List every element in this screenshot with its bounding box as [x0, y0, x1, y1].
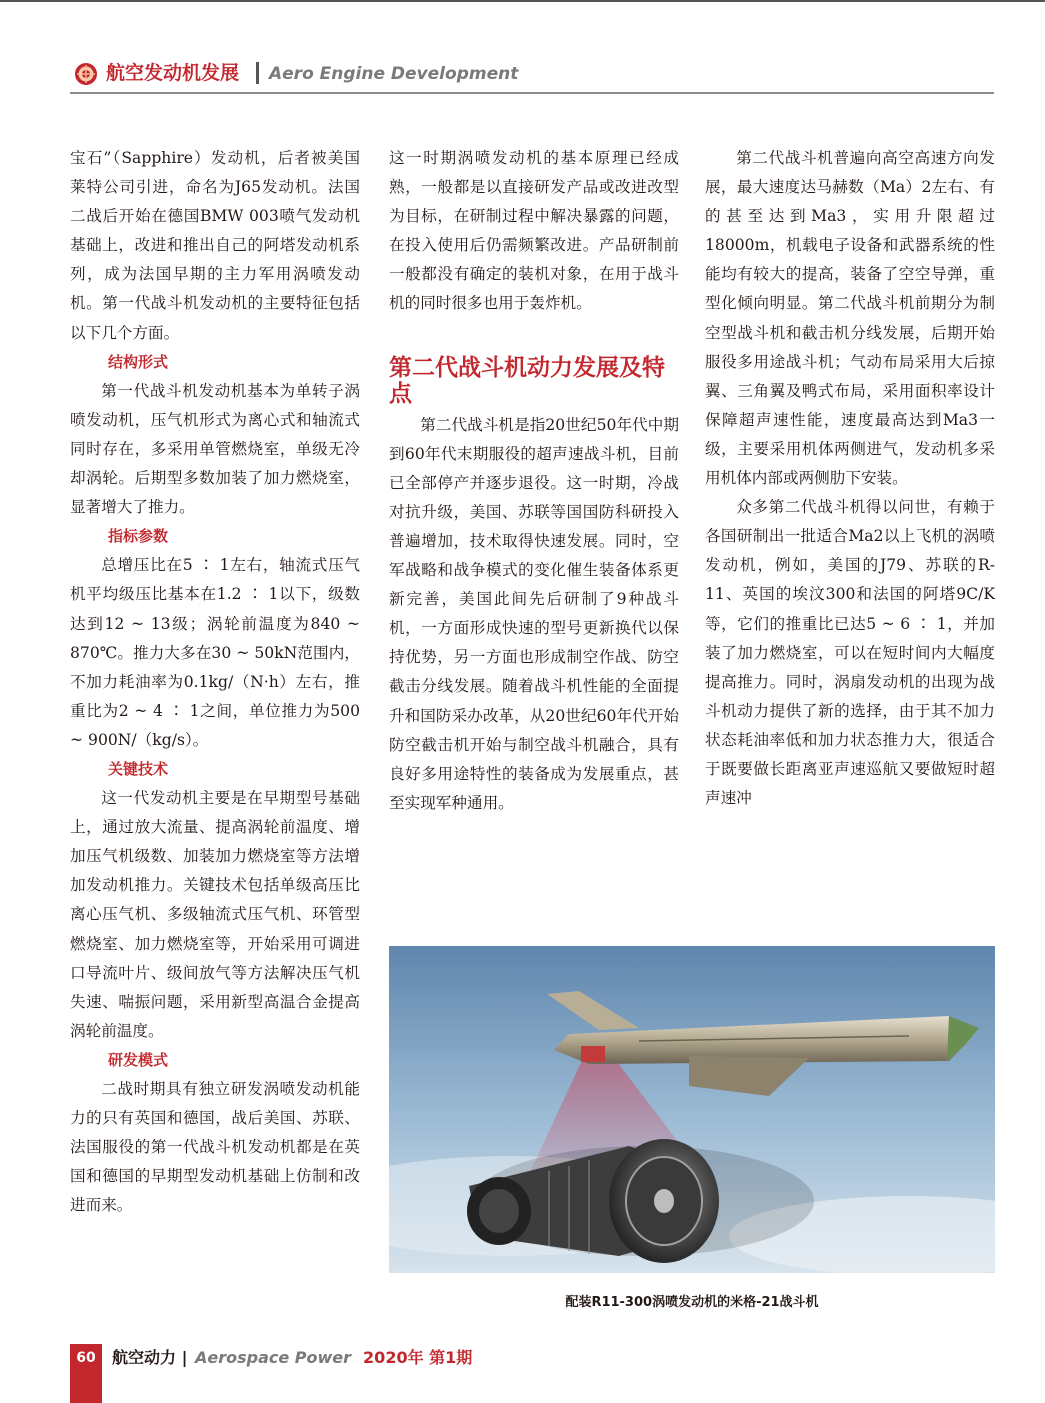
- journal-logo-icon: [74, 62, 98, 86]
- header-rule: [70, 92, 994, 94]
- footer-issue: 2020年 第1期: [363, 1348, 473, 1367]
- running-footer: [112, 1347, 472, 1369]
- subheading-structure: 结构形式: [108, 352, 169, 371]
- top-rule: [0, 0, 1045, 2]
- footer-journal-en: Aerospace Power: [195, 1348, 352, 1367]
- footer-journal-cn: 航空动力: [112, 1348, 177, 1367]
- subheading-development-mode: 研发模式: [108, 1050, 169, 1069]
- column-3: [705, 144, 995, 813]
- subheading-key-technology: 关键技术: [108, 759, 169, 778]
- figure-caption: 配装R11-300涡喷发动机的米格-21战斗机: [565, 1295, 819, 1310]
- paragraph: 第二代战斗机普遍向高空高速方向发展，最大速度达马赫数（Ma）2左右、有的甚至达到Ma3，实用升限超过18000m，机载电子设备和武器系统的性能均有较大的提高，装备了空空导弹，重型化倾向明显。第二代战斗机前期分为制空型战斗机和截击机分线发展，后期开始服役多用途战斗机；气动布局采用大后掠翼、三角翼及鸭式布局，采用面积率设计保障超声速性能，速度最高达到Ma3一级，主要采用机体两侧进气，发动机多采用机体内部或两侧肋下安装。: [705, 149, 995, 488]
- paragraph: 第一代战斗机发动机基本为单转子涡喷发动机，压气机形式为离心式和轴流式同时存在，多采用单管燃烧室，单级无冷却涡轮。后期型多数加装了加力燃烧室，显著增大了推力。: [70, 381, 360, 517]
- mig21-photo: [389, 946, 995, 1273]
- column-2: [389, 144, 679, 818]
- section-heading: 第二代战斗机动力发展及特点: [389, 354, 665, 407]
- header-journal-en: Aero Engine Development: [269, 64, 519, 84]
- paragraph: 众多第二代战斗机得以问世，有赖于各国研制出一批适合Ma2以上飞机的涡喷发动机，例如，美国的J79、苏联的R-11、英国的埃汶300和法国的阿塔9C/K等，它们的推重比已达5 ~ 6 ∶ 1，并加装了加力燃烧室，可以在短时间内大幅度提高推力。同时，涡扇发动机的出现为战斗机动力提供了新的选择，由于其不加力状态耗油率低和加力状态推力大，很适合于既要做长距离亚声速巡航又要做短时超声速冲: [705, 498, 995, 808]
- header-separator: [256, 62, 259, 84]
- header-journal-cn: 航空发动机发展: [106, 62, 240, 84]
- running-header: [70, 56, 994, 94]
- paragraph: 第二代战斗机是指20世纪50年代中期到60年代末期服役的超声速战斗机，目前已全部停产并逐步退役。这一时期，冷战对抗升级，美国、苏联等国国防科研投入普遍增加，技术取得快速发展。同时，空军战略和战争模式的变化催生装备体系更新完善，美国此间先后研制了9种战斗机，一方面形成快速的型号更新换代以保持优势，另一方面也形成制空作战、防空截击分线发展。随着战斗机性能的全面提升和国防采办改革，从20世纪60年代开始防空截击机开始与制空战斗机融合，具有良好多用途特性的装备成为发展重点，甚至实现军种通用。: [389, 415, 679, 812]
- page-number: 60: [76, 1350, 96, 1366]
- paragraph: 宝石”（Sapphire）发动机，后者被美国莱特公司引进，命名为J65发动机。法国二战后开始在德国BMW 003喷气发动机基础上，改进和推出自己的阿塔发动机系列，成为法国早期的主力军用涡喷发动机。第一代战斗机发动机的主要特征包括以下几个方面。: [70, 149, 360, 342]
- column-1: [70, 144, 360, 1220]
- subheading-parameters: 指标参数: [108, 527, 169, 546]
- paragraph: 这一时期涡喷发动机的基本原理已经成熟，一般都是以直接研发产品或改进改型为目标，在研制过程中解决暴露的问题，在投入使用后仍需频繁改进。产品研制前一般都没有确定的装机对象，在用于战斗机的同时很多也用于轰炸机。: [389, 149, 679, 313]
- paragraph: 总增压比在5 ∶ 1左右，轴流式压气机平均级压比基本在1.2 ∶ 1以下，级数达到12 ~ 13级；涡轮前温度为840 ~ 870℃。推力大多在30 ~ 50kN范围内，不加力耗油率为0.1kg/（N·h）左右，推重比为2 ~ 4 ∶ 1之间，单位推力为500 ~ 900N/（kg/s）。: [70, 556, 360, 749]
- paragraph: 这一代发动机主要是在早期型号基础上，通过放大流量、提高涡轮前温度、增加压气机级数、加装加力燃烧室等方法增加发动机推力。关键技术包括单级高压比离心压气机、多级轴流式压气机、环管型燃烧室、加力燃烧室等，开始采用可调进口导流叶片、级间放气等方法解决压气机失速、喘振问题，采用新型高温合金提高涡轮前温度。: [70, 789, 360, 1040]
- footer-separator: |: [176, 1348, 193, 1367]
- mig21-illustration: [389, 946, 995, 1273]
- paragraph: 二战时期具有独立研发涡喷发动机能力的只有英国和德国，战后美国、苏联、法国服役的第一代战斗机发动机都是在英国和德国的早期型发动机基础上仿制和改进而来。: [70, 1080, 360, 1215]
